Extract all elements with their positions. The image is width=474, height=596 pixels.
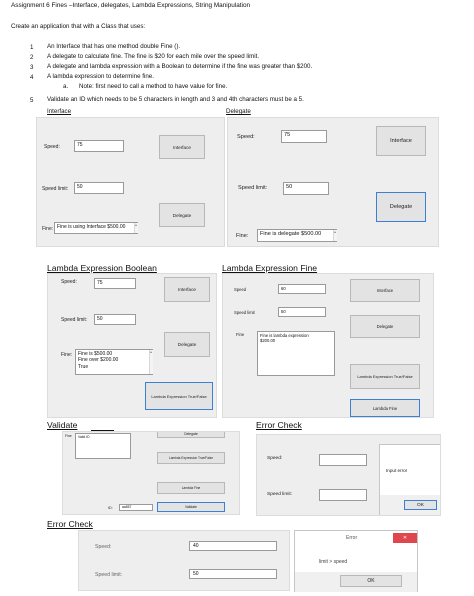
fine-label: Fine: (42, 226, 54, 232)
note-letter: a. (63, 83, 69, 90)
speed-limit-label: Speed limit (234, 310, 255, 315)
delegate-button[interactable]: Delegate (376, 192, 426, 222)
document-intro: Create an application that with a Class that uses: (11, 23, 146, 30)
fine-output[interactable]: Fine is using Interface $500.00 (54, 222, 138, 234)
speed-limit-label: Speed limit: (95, 572, 123, 578)
scroll-up-icon[interactable] (333, 230, 337, 241)
id-input[interactable]: aa557 (119, 504, 153, 511)
error-dialog-2 (294, 530, 418, 592)
ok-button[interactable]: OK (404, 500, 437, 510)
delegate-button[interactable]: Delegate (159, 203, 205, 227)
fine-output[interactable]: Fine is delegate $500.00 (257, 229, 337, 242)
speed-limit-label: Speed limit: (61, 317, 88, 323)
scroll-up-icon[interactable] (134, 223, 138, 233)
lambda-fine-button[interactable]: Lambda Fine (350, 399, 420, 417)
validate-button[interactable]: Validate (157, 502, 225, 512)
note-text: Note: first need to call a method to have value for fine. (79, 83, 228, 90)
section-heading-delegate: Delegate (226, 108, 251, 115)
list-item: Validate an ID which needs to be 5 characters in length and 3 and 4th characters must be a 5. (47, 96, 304, 103)
fine-output[interactable]: Fine is $500.00 Fine over $200.00 True (75, 349, 153, 375)
scroll-up-icon[interactable] (149, 350, 153, 374)
list-item: A lambda expression to determine fine. (47, 73, 154, 80)
section-heading-lambda-fine: Lambda Expression Fine (222, 263, 318, 273)
lambda-fine-form-window (222, 273, 434, 418)
interface-button[interactable]: Interface (350, 279, 420, 302)
speed-label: Speed (234, 287, 247, 292)
speed-label: Speed: (44, 144, 60, 150)
close-icon[interactable]: ✕ (393, 533, 417, 543)
lambda-true-false-button[interactable]: Lambda Expression True/False (145, 382, 213, 410)
section-heading-error-check: Error Check (256, 420, 302, 430)
speed-limit-input[interactable]: 50 (283, 182, 329, 195)
section-heading-interface: Interface (47, 108, 72, 115)
validate-form-window (62, 431, 240, 515)
error-dialog-title: Error (346, 535, 358, 541)
speed-input[interactable]: 75 (74, 140, 124, 152)
list-number: 4 (30, 74, 34, 81)
speed-label: Speed: (267, 456, 283, 461)
document-title: Assignment 6 Fines –Interface, delegates, Lambda Expressions, String Manipulation (11, 2, 251, 9)
speed-limit-label: Speed limit: (267, 492, 293, 497)
interface-button[interactable]: Interface (159, 135, 205, 159)
speed-input[interactable]: 75 (281, 130, 327, 143)
list-number: 2 (30, 54, 34, 61)
speed-input[interactable]: 40 (189, 541, 277, 551)
error-dialog (379, 444, 441, 516)
interface-form-window (36, 117, 225, 247)
speed-label: Speed: (95, 544, 112, 550)
list-item: A delegate to calculate fine. The fine is $20 for each mile over the speed limit. (47, 53, 260, 60)
speed-label: Speed: (237, 134, 255, 140)
interface-button[interactable]: Interface (376, 126, 426, 156)
fine-output[interactable]: Valid ID (75, 433, 131, 459)
delegate-button[interactable]: Delegate (157, 431, 225, 438)
error-check-2-form-window (78, 530, 290, 591)
list-number: 5 (30, 97, 34, 104)
list-number: 3 (30, 64, 34, 71)
error-message: Input error (386, 468, 408, 473)
section-heading-error-check-2: Error Check (47, 519, 93, 529)
lambda-true-false-button[interactable]: Lambda Expression True/False (350, 364, 420, 389)
lambda-boolean-form-window (47, 273, 217, 418)
fine-label: Fine (65, 434, 72, 438)
list-number: 1 (30, 44, 34, 51)
speed-limit-input[interactable]: 50 (278, 307, 326, 317)
list-item: An Interface that has one method double Fine (). (47, 43, 181, 50)
lambda-fine-button[interactable]: Lambda Fine (157, 482, 225, 494)
delegate-form-window (227, 117, 439, 247)
lambda-true-false-button[interactable]: Lambda Expression True/False (157, 452, 225, 464)
delegate-button[interactable]: Delegate (350, 315, 420, 338)
fine-label: Fine (236, 332, 245, 337)
fine-label: Fine: (61, 352, 73, 358)
speed-label: Speed: (61, 279, 77, 285)
speed-limit-input[interactable] (319, 489, 367, 501)
speed-limit-input[interactable]: 50 (74, 182, 124, 194)
fine-output[interactable]: Fine is lambda expression $200.00 (257, 331, 335, 376)
speed-input[interactable]: 60 (278, 284, 326, 294)
speed-input[interactable] (319, 454, 367, 466)
speed-input[interactable]: 75 (94, 278, 136, 289)
error-check-form-window (256, 434, 441, 516)
delegate-button[interactable]: Delegate (164, 332, 210, 357)
speed-limit-input[interactable]: 50 (189, 569, 277, 579)
interface-button[interactable]: Interface (164, 277, 210, 302)
speed-limit-input[interactable]: 50 (94, 314, 136, 325)
section-heading-validate: Validate (47, 420, 78, 430)
list-item: A delegate and lambda expression with a Boolean to determine if the fine was greater than $200. (47, 63, 313, 70)
fine-label: Fine: (236, 233, 249, 239)
ok-button[interactable]: OK (340, 575, 402, 587)
speed-limit-label: Speed limit: (42, 186, 69, 192)
section-heading-lambda-boolean: Lambda Expression Boolean (47, 263, 157, 273)
error-message: limit > speed (319, 559, 348, 565)
id-label: ID: (108, 506, 113, 510)
speed-limit-label: Speed limit: (238, 185, 268, 191)
